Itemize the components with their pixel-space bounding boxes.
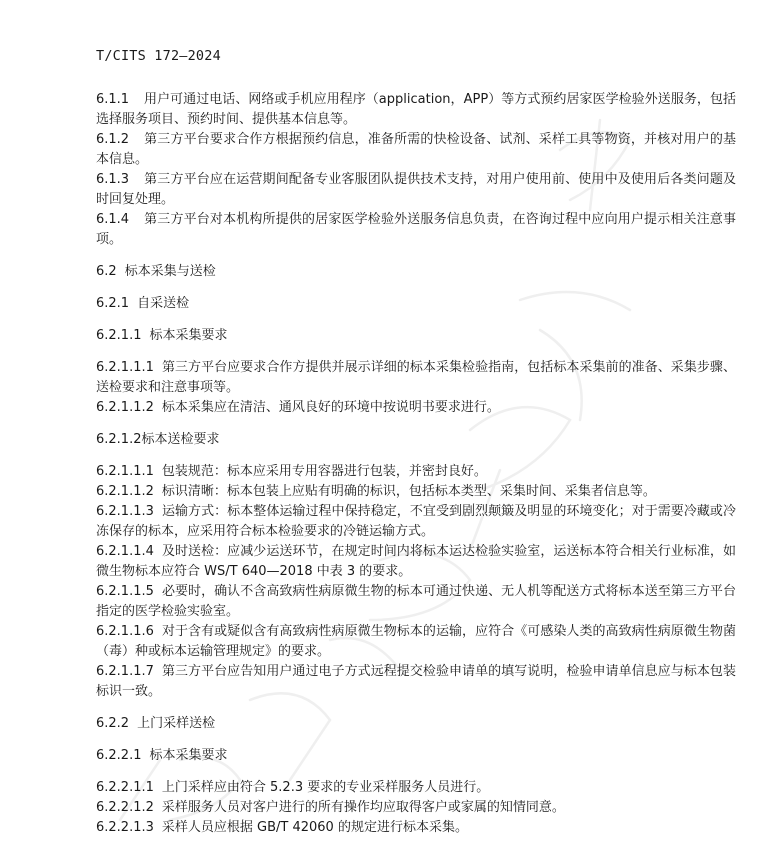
- clause-number: 6.1.1: [96, 92, 130, 107]
- clause-text: 上门采样应由符合 5.2.3 要求的专业采样服务人员进行。: [161, 780, 490, 795]
- clause-paragraph: [96, 482, 736, 502]
- clause-text: 采样人员应根据 GB/T 42060 的规定进行标本采集。: [161, 820, 468, 835]
- clause-paragraph: [96, 90, 736, 130]
- clause-number: 6.2: [96, 264, 117, 279]
- clause-number: 6.2.1: [96, 296, 130, 311]
- clause-text: 及时送检：应减少运送环节，在规定时间内将标本运达检验实验室，运送标本符合相关行业标准，如微生物标本应符合 WS/T 640—2018 中表 3 的要求。: [96, 544, 736, 579]
- clause-number: 6.2.2.1: [96, 748, 142, 763]
- clause-paragraph: [96, 210, 736, 250]
- clause-text: 标本采集应在清洁、通风良好的环境中按说明书要求进行。: [161, 400, 500, 415]
- clause-text: 第三方平台对本机构所提供的居家医学检验外送服务信息负责，在咨询过程中应向用户提示相关注意事项。: [96, 212, 736, 247]
- clause-paragraph: [96, 798, 736, 818]
- heading-text: 标本采集与送检: [124, 264, 216, 279]
- clause-number: 6.2.1.1.4: [96, 544, 154, 559]
- clause-number: 6.2.1.1.1: [96, 360, 154, 375]
- clause-paragraph: [96, 818, 736, 838]
- heading-text: 标本采集要求: [149, 748, 228, 763]
- clause-number: 6.2.1.2: [96, 432, 142, 447]
- clause-text: 第三方平台应告知用户通过电子方式远程提交检验申请单的填写说明，检验申请单信息应与标本包装标识一致。: [96, 664, 736, 699]
- clause-paragraph: [96, 462, 736, 482]
- heading-text: 自采送检: [137, 296, 190, 311]
- clause-text: 采样服务人员对客户进行的所有操作均应取得客户或家属的知情同意。: [161, 800, 565, 815]
- clause-text: 必要时，确认不含高致病性病原微生物的标本可通过快递、无人机等配送方式将标本送至第三方平台指定的医学检验实验室。: [96, 584, 736, 619]
- clause-number: 6.2.1.1.7: [96, 664, 154, 679]
- clause-text: 标识清晰：标本包装上应贴有明确的标识，包括标本类型、采集时间、采集者信息等。: [161, 484, 656, 499]
- section-heading: [96, 326, 736, 346]
- clause-text: 对于含有或疑似含有高致病性病原微生物标本的运输，应符合《可感染人类的高致病性病原微生物菌（毒）种或标本运输管理规定》的要求。: [96, 624, 736, 659]
- clause-paragraph: [96, 358, 736, 398]
- clause-number: 6.2.1.1.5: [96, 584, 154, 599]
- clause-number: 6.2.2.1.1: [96, 780, 154, 795]
- clause-number: 6.2.2.1.3: [96, 820, 154, 835]
- clause-paragraph: [96, 398, 736, 418]
- clause-number: 6.2.1.1.2: [96, 484, 154, 499]
- clause-paragraph: [96, 662, 736, 702]
- section-heading: [96, 746, 736, 766]
- clause-number: 6.2.2: [96, 716, 130, 731]
- section-heading: [96, 430, 736, 450]
- clause-number: 6.2.1.1: [96, 328, 142, 343]
- clause-text: 第三方平台应要求合作方提供并展示详细的标本采集检验指南，包括标本采集前的准备、采集步骤、送检要求和注意事项等。: [96, 360, 736, 395]
- section-heading: [96, 714, 736, 734]
- clause-text: 第三方平台要求合作方根据预约信息，准备所需的快检设备、试剂、采样工具等物资，并核对用户的基本信息。: [96, 132, 736, 167]
- clause-text: 包装规范：标本应采用专用容器进行包装，并密封良好。: [161, 464, 487, 479]
- clause-text: 用户可通过电话、网络或手机应用程序（application，APP）等方式预约居家医学检验外送服务，包括选择服务项目、预约时间、提供基本信息等。: [96, 92, 736, 127]
- clause-number: 6.1.4: [96, 212, 130, 227]
- clause-number: 6.1.2: [96, 132, 130, 147]
- clause-paragraph: [96, 778, 736, 798]
- clause-paragraph: [96, 582, 736, 622]
- clause-number: 6.2.1.1.1: [96, 464, 154, 479]
- clause-number: 6.2.1.1.3: [96, 504, 154, 519]
- heading-text: 标本送检要求: [141, 432, 220, 447]
- clause-paragraph: [96, 170, 736, 210]
- clause-number: 6.2.1.1.6: [96, 624, 154, 639]
- section-heading: [96, 294, 736, 314]
- clause-number: 6.1.3: [96, 172, 130, 187]
- section-heading: [96, 262, 736, 282]
- clause-paragraph: [96, 622, 736, 662]
- clause-paragraph: [96, 542, 736, 582]
- clause-text: 第三方平台应在运营期间配备专业客服团队提供技术支持，对用户使用前、使用中及使用后各类问题及时回复处理。: [96, 172, 736, 207]
- clause-paragraph: [96, 502, 736, 542]
- clause-number: 6.2.1.1.2: [96, 400, 154, 415]
- document-body: [96, 90, 736, 838]
- standard-number: T/CITS 172—2024: [96, 48, 221, 64]
- heading-text: 上门采样送检: [137, 716, 216, 731]
- clause-number: 6.2.2.1.2: [96, 800, 154, 815]
- clause-paragraph: [96, 130, 736, 170]
- heading-text: 标本采集要求: [149, 328, 228, 343]
- clause-text: 运输方式：标本整体运输过程中保持稳定，不宜受到剧烈颠簸及明显的环境变化；对于需要冷藏或冷冻保存的标本，应采用符合标本检验要求的冷链运输方式。: [96, 504, 736, 539]
